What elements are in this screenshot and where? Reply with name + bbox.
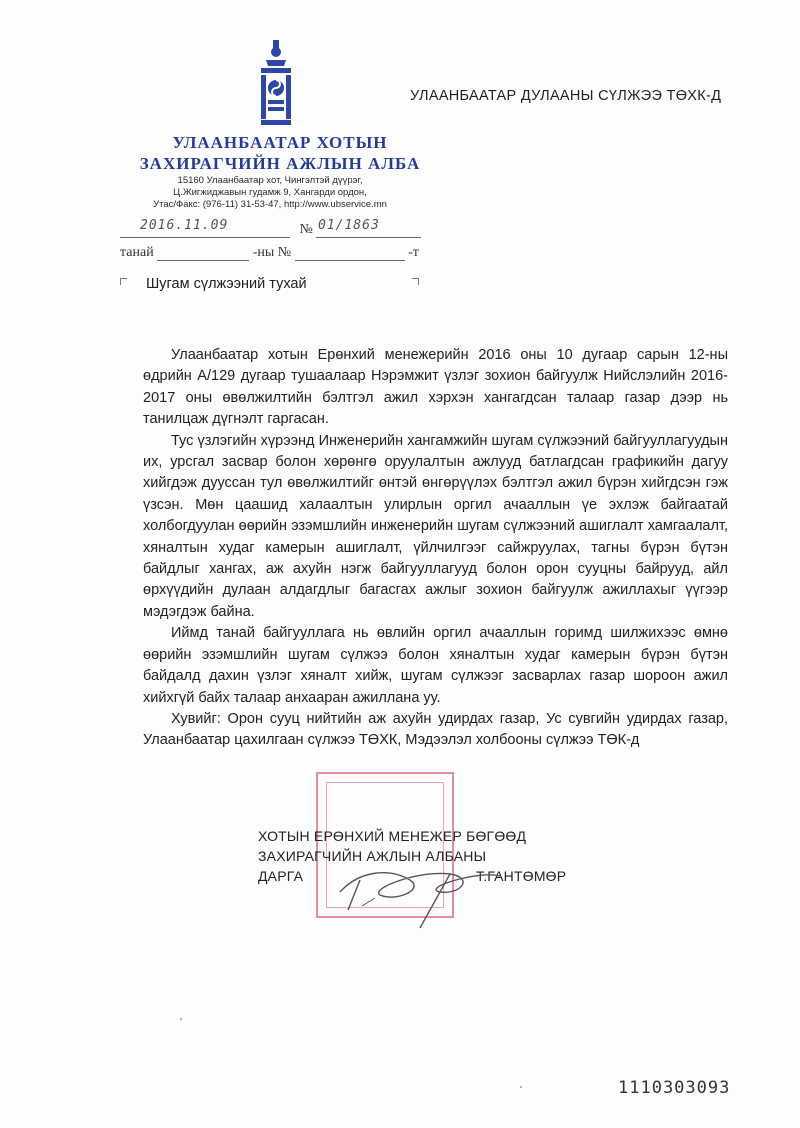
reply-label-mid: -ны № bbox=[252, 245, 292, 260]
handwritten-signature bbox=[300, 840, 530, 930]
signatory-name: Т.ГАНТӨМӨР bbox=[476, 868, 567, 884]
scan-speck bbox=[180, 1018, 182, 1020]
org-name-line2: ЗАХИРАГЧИЙН АЖЛЫН АЛБА bbox=[139, 154, 421, 173]
subject-line: Шугам сүлжээний тухай bbox=[146, 276, 307, 292]
document-serial-number: 1110303093 bbox=[618, 1078, 731, 1098]
number-label: № bbox=[299, 222, 313, 237]
body-paragraph-1: Улаанбаатар хотын Ерөнхий менежерийн 2016 оны 10 дугаар сарын 12-ны өдрийн А/129 дугаар тушаалаар Нэрэмжит үзлэг зохион байгуулж Нийслэлийн 2016-2017 оны өвөлжилтийн бэлтгэл ажил хэрхэн хангагдсан талаар газар дээр нь танилцаж дүгнэлт гаргасан. bbox=[143, 347, 728, 428]
handwritten-date: 2016.11.09 bbox=[140, 218, 229, 233]
reply-label-start: танай bbox=[120, 245, 154, 260]
subject-corner-right bbox=[412, 278, 419, 285]
letter-body bbox=[143, 345, 728, 752]
reply-label-end: -т bbox=[408, 245, 419, 260]
organization-address bbox=[110, 175, 430, 211]
body-paragraph-4: Хувийг: Орон сууц нийтийн аж ахуйн удирдах газар, Ус сувгийн удирдах газар, Улаанбаатар цахилгаан сүлжээ ТӨХК, Мэдээлэл холбооны сүлжээ ТӨК-д bbox=[143, 710, 728, 749]
organization-name bbox=[130, 132, 430, 174]
scan-speck bbox=[520, 1086, 522, 1088]
soyombo-emblem-icon bbox=[258, 40, 294, 126]
signatory-position-line1: ХОТЫН ЕРӨНХИЙ МЕНЕЖЕР БӨГӨӨД bbox=[258, 828, 527, 844]
signatory-position-line2: ЗАХИРАГЧИЙН АЖЛЫН АЛБАНЫ bbox=[258, 848, 487, 864]
org-name-line1: УЛААНБААТАР ХОТЫН bbox=[172, 133, 388, 152]
incoming-reference-line bbox=[120, 245, 419, 261]
subject-corner-left bbox=[120, 278, 127, 285]
body-paragraph-3: Иймд танай байгууллага нь өвлийн оргил ачааллын горимд шилжихээс өмнө өөрийн эзэмшлийн шугам сүлжээ болон хяналтын худаг камерын бүрэн бүтэн байдалд дахин үзлэг хяналт хийж, шугам сүлжээг засварлах газар шороон ажил хийхгүй байх талаар анхааран ажиллана уу. bbox=[143, 625, 728, 706]
handwritten-number: 01/1863 bbox=[318, 218, 380, 233]
body-paragraph-2: Тус үзлэгийн хүрээнд Инженерийн хангамжийн шугам сүлжээний байгууллагуудын их, урсгал засвар болон хөрөнгө оруулалтын ажлууд батлагдсан графикийн дагуу хийгдэж дууссан тул өвөлжилтийг өнтэй өнгөрүүлэх бэлтгэл ажил бүрэн хийгдсэн гэж үзсэн. Мөн цаашид халаалтын улирлын оргил ачааллын үе эхлэж байгаатай холбогдуулан өөрийн эзэмшлийн инженерийн шугам сүлжээний ашиглалт хамгаалалт, хяналтын худаг камерын ашиглалт, үйлчилгээг сайжруулах, тагны бүрэн бүтэн байдлыг хангах, аж ахуйн нэгж байгууллагууд болон орон сууцны байрууд, айл өрхүүдийн дулаан алдагдлыг багасгах ажлыг зохион байгуулж ажиллахыг үүгээр мэдэгдэж байна. bbox=[143, 432, 728, 620]
signatory-title: ДАРГА bbox=[258, 868, 304, 884]
recipient: УЛААНБААТАР ДУЛААНЫ СҮЛЖЭЭ ТӨХК-Д bbox=[410, 88, 722, 104]
address-line3: Утас/Факс: (976-11) 31-53-47, http://www.ubservice.mn bbox=[153, 199, 387, 210]
address-line2: Ц.Жигжиджавын гудамж 9, Хангарди ордон, bbox=[173, 187, 367, 198]
address-line1: 15160 Улаанбаатар хот, Чингэлтэй дүүрэг, bbox=[177, 175, 363, 186]
